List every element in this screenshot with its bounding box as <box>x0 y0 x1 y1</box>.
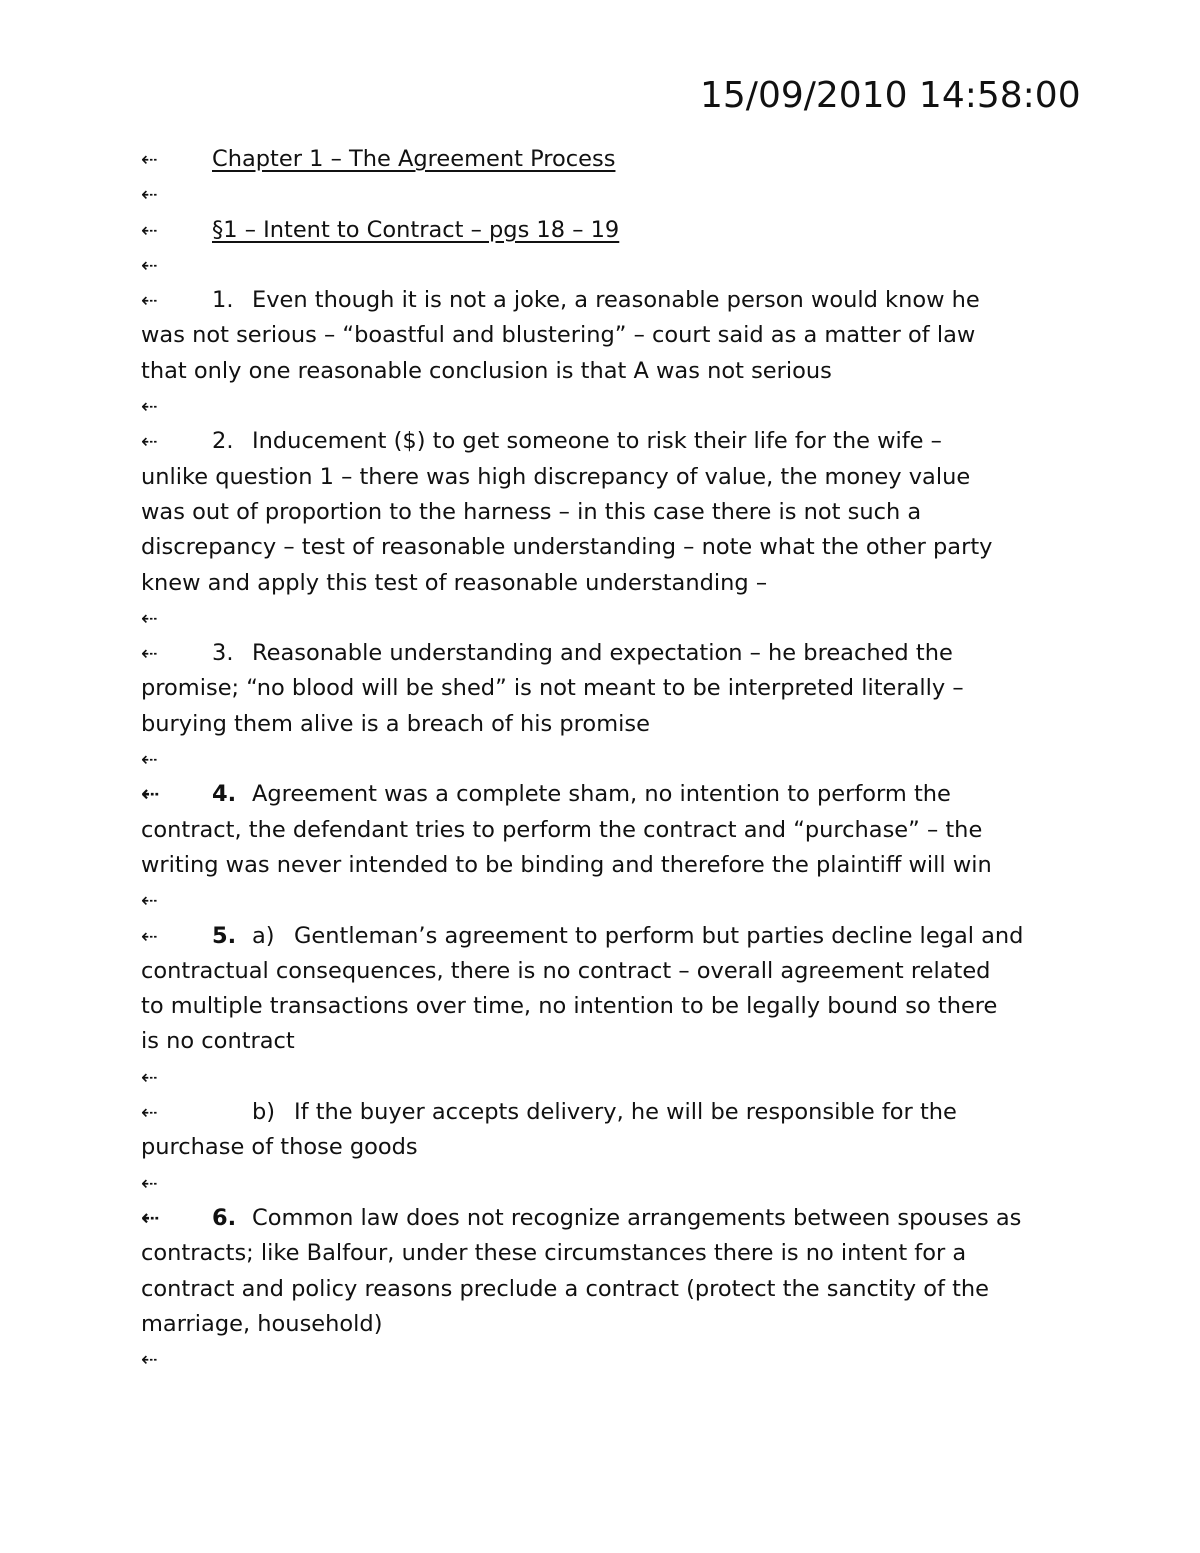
item-4-line: contract, the defendant tries to perform the contract and “purchase” – the <box>141 816 983 843</box>
paragraph-mark-icon: ⇠ <box>141 1170 158 1195</box>
section-heading-line <box>141 213 1071 248</box>
item-5b-label: b) <box>252 1099 276 1126</box>
item-6-line: contract and policy reasons preclude a contract (protect the sanctity of the <box>141 1275 990 1302</box>
paragraph-mark-icon: ⇠ <box>141 888 158 913</box>
paragraph-mark-icon: ⇠ <box>141 429 158 454</box>
print-timestamp: 15/09/2010 14:58:00 <box>700 75 1081 116</box>
item-5b-line <box>141 1095 1071 1130</box>
item-1-number: 1. <box>212 287 234 314</box>
paragraph-mark-icon: ⇠ <box>141 217 158 242</box>
item-2-line: was out of proportion to the harness – in this case there is not such a <box>141 498 922 525</box>
paragraph-mark-icon: ⇠ <box>141 1347 158 1372</box>
item-6-text: Common law does not recognize arrangements between spouses as <box>252 1204 1022 1231</box>
empty-line <box>141 1166 1071 1201</box>
item-2-line: knew and apply this test of reasonable understanding – <box>141 569 768 596</box>
item-4-number: 4. <box>212 781 237 808</box>
item-1-text: Even though it is not a joke, a reasonable person would know he <box>252 287 980 314</box>
item-4-line: writing was never intended to be binding and therefore the plaintiff will win <box>141 851 992 878</box>
paragraph-mark-icon: ⇠ <box>141 641 158 666</box>
chapter-title: Chapter 1 – The Agreement Process <box>212 146 616 172</box>
item-5b-line: purchase of those goods <box>141 1134 418 1161</box>
item-5-line: contractual consequences, there is no contract – overall agreement related <box>141 957 991 984</box>
paragraph-mark-icon: ⇠ <box>141 747 158 772</box>
item-3-line: promise; “no blood will be shed” is not meant to be interpreted literally – <box>141 675 964 702</box>
item-5-line: is no contract <box>141 1028 295 1055</box>
item-5b-text: If the buyer accepts delivery, he will be responsible for the <box>294 1099 957 1126</box>
empty-line <box>141 1342 1071 1377</box>
paragraph-mark-icon: ⇠ <box>141 1205 160 1231</box>
empty-line <box>141 742 1071 777</box>
item-3-text: Reasonable understanding and expectation – he breached the <box>252 640 953 667</box>
empty-line <box>141 601 1071 636</box>
item-2-line: discrepancy – test of reasonable understanding – note what the other party <box>141 534 993 561</box>
paragraph-mark-icon: ⇠ <box>141 605 158 630</box>
item-5-number: 5. <box>212 922 237 949</box>
item-1-line: was not serious – “boastful and blustering” – court said as a matter of law <box>141 322 976 349</box>
paragraph-mark-icon: ⇠ <box>141 147 158 171</box>
item-2-number: 2. <box>212 428 234 455</box>
item-2-text: Inducement ($) to get someone to risk their life for the wife – <box>252 428 942 455</box>
item-1-line: that only one reasonable conclusion is that A was not serious <box>141 357 832 384</box>
item-4-line <box>141 777 1071 812</box>
empty-line <box>141 883 1071 918</box>
paragraph-mark-icon: ⇠ <box>141 1064 158 1089</box>
document-body <box>141 142 1071 1377</box>
item-3-line <box>141 636 1071 671</box>
item-5-line: to multiple transactions over time, no intention to be legally bound so there <box>141 993 998 1020</box>
paragraph-mark-icon: ⇠ <box>141 394 158 419</box>
empty-line <box>141 177 1071 212</box>
item-3-number: 3. <box>212 640 234 667</box>
paragraph-mark-icon: ⇠ <box>141 288 158 313</box>
section-title: §1 – Intent to Contract – pgs 18 – 19 <box>212 216 620 243</box>
item-5-line <box>141 919 1071 954</box>
item-5a-label: a) <box>252 922 275 949</box>
item-6-line <box>141 1201 1071 1236</box>
paragraph-mark-icon: ⇠ <box>141 1100 158 1125</box>
item-3-line: burying them alive is a breach of his promise <box>141 710 650 737</box>
paragraph-mark-icon: ⇠ <box>141 252 158 277</box>
empty-line <box>141 248 1071 283</box>
item-6-number: 6. <box>212 1204 237 1231</box>
empty-line <box>141 389 1071 424</box>
item-2-line: unlike question 1 – there was high discrepancy of value, the money value <box>141 463 971 490</box>
item-2-line <box>141 424 1071 459</box>
item-6-line: marriage, household) <box>141 1310 383 1337</box>
paragraph-mark-icon: ⇠ <box>141 182 158 207</box>
item-1-line <box>141 283 1071 318</box>
paragraph-mark-icon: ⇠ <box>141 782 160 808</box>
item-6-line: contracts; like Balfour, under these circumstances there is no intent for a <box>141 1240 967 1267</box>
chapter-heading-line <box>141 142 1071 177</box>
item-4-text: Agreement was a complete sham, no intention to perform the <box>252 781 951 808</box>
empty-line <box>141 1060 1071 1095</box>
paragraph-mark-icon: ⇠ <box>141 923 158 948</box>
item-5-text: Gentleman’s agreement to perform but parties decline legal and <box>294 922 1024 949</box>
